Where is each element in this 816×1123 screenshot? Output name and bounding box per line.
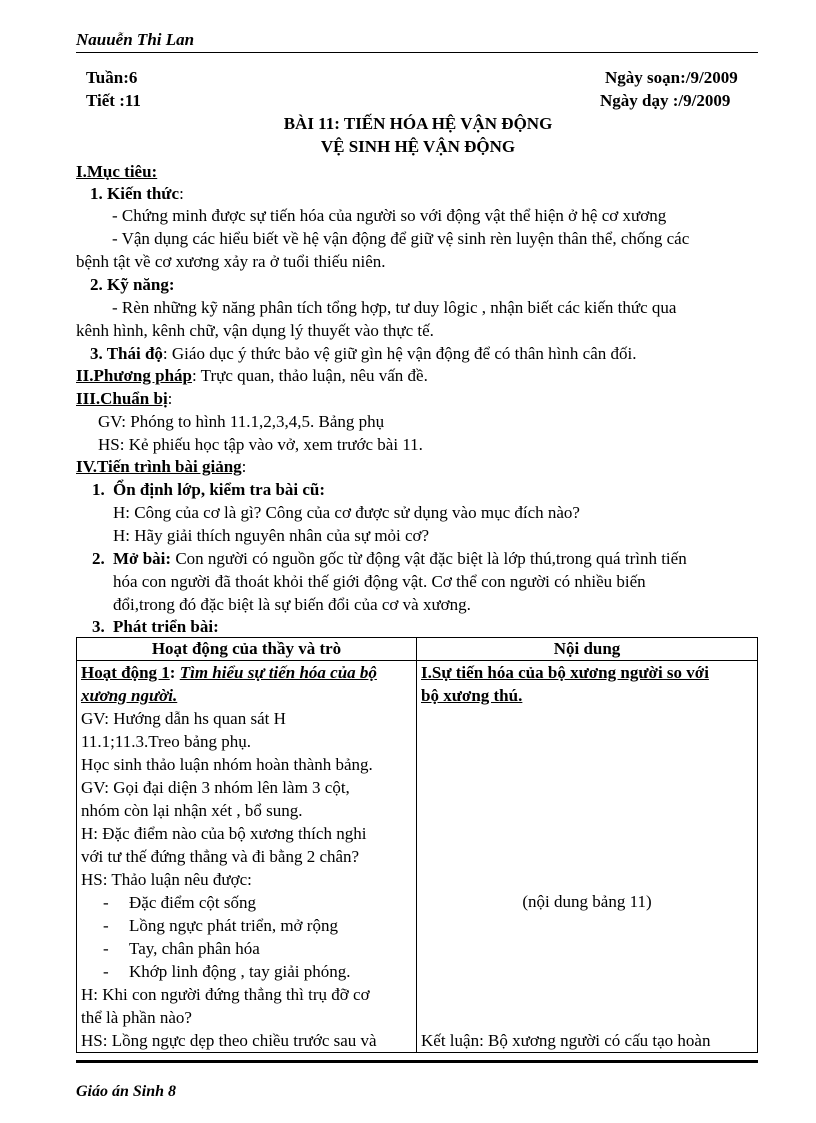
skills-label: 2. Kỹ năng: — [90, 275, 175, 294]
knowledge-item-2b: bệnh tật về cơ xương xảy ra ở tuổi thiếu niên. — [76, 252, 386, 271]
bullet-item: - Lồng ngực phát triển, mở rộng — [103, 916, 338, 935]
knowledge-colon: : — [179, 184, 184, 203]
section-4-colon: : — [241, 457, 247, 476]
section-4-line — [76, 457, 246, 477]
author-name: Nauuễn Thi Lan — [76, 30, 195, 49]
act-line-6: H: Đặc điểm nào của bộ xương thích nghi — [81, 824, 367, 843]
content-conclusion: Kết luận: Bộ xương người có cấu tạo hoàn — [421, 1031, 711, 1050]
act-line-1: GV: Hướng dẫn hs quan sát H — [81, 709, 286, 728]
bullet-item: - Đặc điểm cột sống — [103, 893, 256, 912]
act-line-3: Học sinh thảo luận nhóm hoàn thành bảng. — [81, 755, 373, 774]
title-line-2: VỆ SINH HỆ VẬN ĐỘNG — [320, 137, 516, 156]
col-header-activities: Hoạt động của thầy và trò — [77, 638, 417, 661]
bullet-item: - Tay, chân phân hóa — [103, 939, 260, 958]
act-line-9: H: Khi con người đứng thẳng thì trụ đỡ cơ — [81, 985, 370, 1004]
teach-date: Ngày dạy :/9/2009 — [600, 91, 731, 110]
act-line-4: GV: Gọi đại diện 3 nhóm lên làm 3 cột, — [81, 778, 350, 797]
item-2-line-b: hóa con người đã thoát khỏi thế giới động vật. Cơ thể con người có nhiều biến — [113, 572, 646, 591]
week: Tuần:6 — [86, 68, 138, 87]
knowledge-item-2a: - Vận dụng các hiểu biết về hệ vận động để giữ vệ sinh rèn luyện thân thể, chống các — [112, 229, 690, 248]
footer-rule — [76, 1060, 758, 1063]
content-heading-a: I.Sự tiến hóa của bộ xương người so với — [421, 663, 709, 682]
item-1-label: Ổn định lớp, kiểm tra bài cũ: — [113, 480, 326, 499]
activity-title-a: Tìm hiểu sự tiến hóa của bộ — [179, 663, 377, 682]
skills-item-1b: kênh hình, kênh chữ, vận dụng lý thuyết vào thực tế. — [76, 321, 434, 340]
item-2-line-a — [113, 549, 687, 569]
footer-text: Giáo án Sinh 8 — [76, 1083, 177, 1100]
title-line-1: BÀI 11: TIẾN HÓA HỆ VẬN ĐỘNG — [283, 114, 553, 133]
content-cell — [417, 661, 758, 1053]
attitude-line — [90, 344, 636, 364]
section-2-text: : Trực quan, thảo luận, nêu vấn đề. — [192, 366, 428, 385]
skills-item-1a: - Rèn những kỹ năng phân tích tổng hợp, tư duy lôgic , nhận biết các kiến thức qua — [112, 298, 677, 317]
period: Tiết :11 — [86, 91, 141, 110]
header-rule — [76, 52, 758, 53]
activity-title-line-b — [81, 684, 412, 707]
item-2-text-a: Con người có nguồn gốc từ động vật đặc biệt là lớp thú,trong quá trình tiến — [171, 549, 687, 568]
section-1-heading: I.Mục tiêu: — [76, 162, 158, 181]
act-line-7: với tư thế đứng thẳng và đi bằng 2 chân? — [81, 847, 360, 866]
section-3-colon: : — [167, 389, 173, 408]
prep-date: Ngày soạn:/9/2009 — [605, 68, 738, 87]
knowledge-line — [90, 184, 184, 204]
activity-table — [76, 637, 758, 1053]
item-2-number: 2. — [92, 549, 105, 568]
review-question-1: H: Công của cơ là gì? Công của cơ được sử dụng vào mục đích nào? — [113, 503, 580, 522]
col-header-content: Nội dung — [417, 638, 758, 661]
knowledge-label: 1. Kiến thức — [90, 184, 180, 203]
activity-title-b: xương người. — [81, 686, 178, 705]
bullet-item: - Khớp linh động , tay giải phóng. — [103, 962, 351, 981]
act-line-2: 11.1;11.3.Treo bảng phụ. — [81, 732, 251, 751]
section-3-heading: III.Chuẩn bị — [76, 389, 168, 408]
attitude-text: : Giáo dục ý thức bảo vệ giữ gìn hệ vận động để có thân hình cân đối. — [162, 344, 637, 363]
item-2-line-c: đổi,trong đó đặc biệt là sự biến đổi của cơ và xương. — [113, 595, 471, 614]
item-2-label: Mở bài: — [113, 549, 172, 568]
prep-gv: GV: Phóng to hình 11.1,2,3,4,5. Bảng phụ — [98, 412, 385, 431]
act-line-10: thể là phần nào? — [81, 1008, 192, 1027]
section-3-line — [76, 389, 172, 409]
knowledge-item-1: - Chứng minh được sự tiến hóa của người so với động vật thể hiện ở hệ cơ xương — [112, 206, 667, 225]
act-line-11: HS: Lồng ngực dẹp theo chiều trước sau và — [81, 1031, 377, 1050]
act-line-5: nhóm còn lại nhận xét , bổ sung. — [81, 801, 303, 820]
bullet-text: Đặc điểm cột sống — [129, 893, 256, 912]
section-2-heading: II.Phương pháp — [76, 366, 193, 385]
section-2-line — [76, 366, 428, 386]
activity-title-line-a: Hoạt động 1: Tìm hiểu sự tiến hóa của bộ — [81, 663, 377, 682]
activities-cell — [77, 661, 417, 1053]
review-question-2: H: Hãy giải thích nguyên nhân của sự mỏi cơ? — [113, 526, 430, 545]
section-4-heading: IV.Tiến trình bài giảng — [76, 457, 242, 476]
act-line-8: HS: Thảo luận nêu được: — [81, 870, 252, 889]
content-placeholder: (nội dung bảng 11) — [522, 892, 652, 911]
prep-hs: HS: Kẻ phiếu học tập vào vở, xem trước bài 11. — [98, 435, 423, 454]
bullet-text: Lồng ngực phát triển, mở rộng — [129, 916, 338, 935]
attitude-label: 3. Thái độ — [90, 344, 163, 363]
bullet-text: Tay, chân phân hóa — [129, 939, 260, 958]
activity-label: Hoạt động 1 — [81, 663, 170, 682]
content-heading-b: bộ xương thú. — [421, 686, 523, 705]
item-3-number: 3. — [92, 617, 105, 636]
item-1-number: 1. — [92, 480, 105, 499]
bullet-text: Khớp linh động , tay giải phóng. — [129, 962, 351, 981]
item-3-label: Phát triển bài: — [113, 617, 219, 636]
